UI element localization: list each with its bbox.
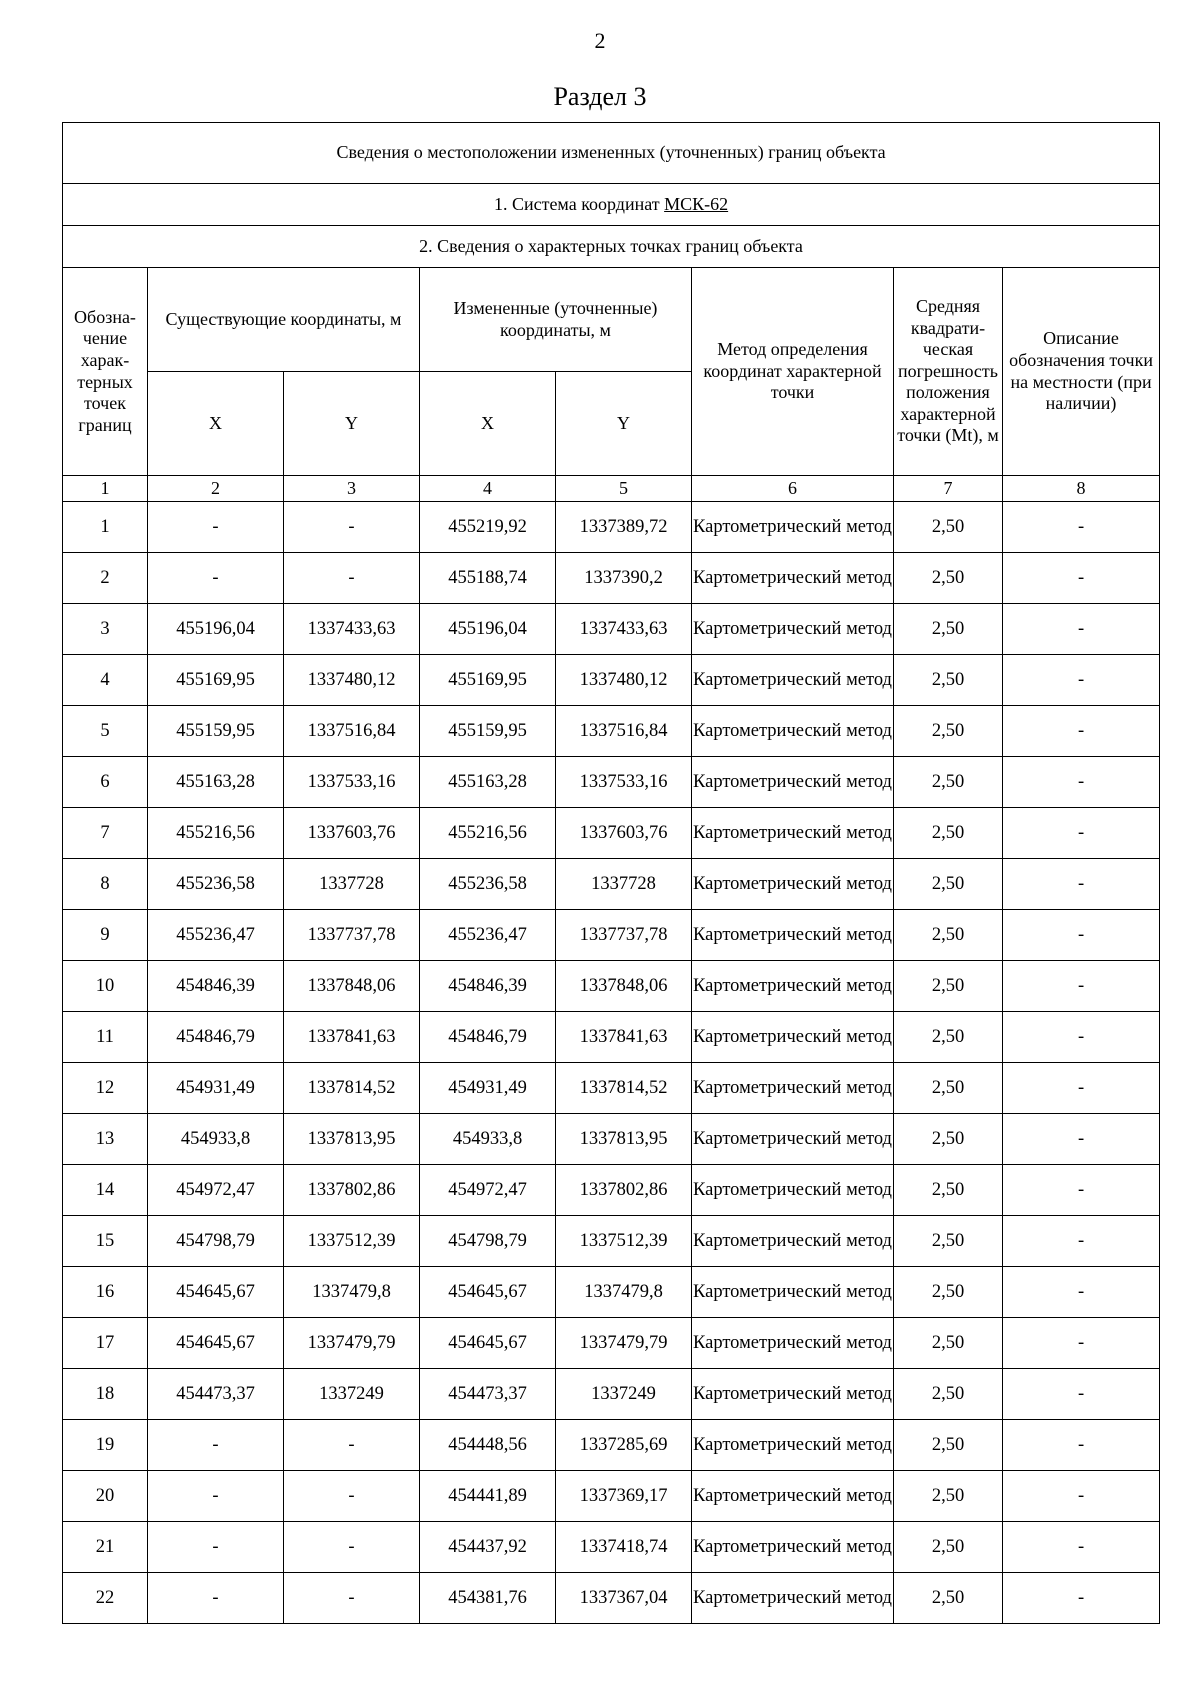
cell-point: 15 — [63, 1216, 148, 1267]
column-number: 5 — [556, 476, 692, 502]
cell-error: 2,50 — [894, 808, 1003, 859]
cell-description: - — [1003, 1522, 1160, 1573]
cell-point: 22 — [63, 1573, 148, 1624]
column-number: 7 — [894, 476, 1003, 502]
cell-method: Картометрический метод — [692, 1114, 894, 1165]
cell-point: 9 — [63, 910, 148, 961]
table-row — [63, 1573, 1160, 1624]
cell-changed-x: 454448,56 — [420, 1420, 556, 1471]
cell-existing-y: 1337480,12 — [284, 655, 420, 706]
cell-method: Картометрический метод — [692, 808, 894, 859]
column-number: 3 — [284, 476, 420, 502]
cell-existing-x: 454933,8 — [148, 1114, 284, 1165]
cell-point: 8 — [63, 859, 148, 910]
cell-existing-x: 455163,28 — [148, 757, 284, 808]
cell-error: 2,50 — [894, 706, 1003, 757]
cell-changed-y: 1337249 — [556, 1369, 692, 1420]
cell-description: - — [1003, 1114, 1160, 1165]
cell-existing-y: 1337533,16 — [284, 757, 420, 808]
table-row — [63, 1522, 1160, 1573]
cell-changed-y: 1337390,2 — [556, 553, 692, 604]
column-number: 1 — [63, 476, 148, 502]
coord-system-value: МСК-62 — [664, 193, 729, 214]
table-row — [63, 1267, 1160, 1318]
cell-changed-y: 1337728 — [556, 859, 692, 910]
cell-error: 2,50 — [894, 553, 1003, 604]
table-row — [63, 1114, 1160, 1165]
cell-error: 2,50 — [894, 1114, 1003, 1165]
cell-changed-x: 455169,95 — [420, 655, 556, 706]
cell-description: - — [1003, 808, 1160, 859]
cell-description: - — [1003, 1216, 1160, 1267]
cell-changed-x: 454846,39 — [420, 961, 556, 1012]
cell-changed-x: 454798,79 — [420, 1216, 556, 1267]
cell-point: 11 — [63, 1012, 148, 1063]
cell-point: 4 — [63, 655, 148, 706]
cell-existing-y: 1337479,79 — [284, 1318, 420, 1369]
cell-method: Картометрический метод — [692, 1471, 894, 1522]
cell-method: Картометрический метод — [692, 1522, 894, 1573]
cell-point: 21 — [63, 1522, 148, 1573]
cell-error: 2,50 — [894, 1369, 1003, 1420]
cell-method: Картометрический метод — [692, 910, 894, 961]
cell-existing-y: 1337728 — [284, 859, 420, 910]
cell-existing-x: 455196,04 — [148, 604, 284, 655]
cell-description: - — [1003, 502, 1160, 553]
cell-changed-x: 454972,47 — [420, 1165, 556, 1216]
cell-changed-x: 454437,92 — [420, 1522, 556, 1573]
table-row — [63, 808, 1160, 859]
cell-existing-y: 1337848,06 — [284, 961, 420, 1012]
cell-method: Картометрический метод — [692, 706, 894, 757]
cell-existing-x: 455169,95 — [148, 655, 284, 706]
table-row — [63, 1216, 1160, 1267]
cell-changed-x: 455216,56 — [420, 808, 556, 859]
cell-error: 2,50 — [894, 1471, 1003, 1522]
cell-existing-y: - — [284, 1420, 420, 1471]
cell-changed-x: 454381,76 — [420, 1573, 556, 1624]
cell-error: 2,50 — [894, 961, 1003, 1012]
cell-existing-x: 454798,79 — [148, 1216, 284, 1267]
header-row-1 — [63, 268, 1160, 372]
cell-description: - — [1003, 1420, 1160, 1471]
cell-point: 10 — [63, 961, 148, 1012]
cell-method: Картометрический метод — [692, 1165, 894, 1216]
table-row — [63, 502, 1160, 553]
cell-existing-y: 1337433,63 — [284, 604, 420, 655]
coord-system-label: 1. Система координат — [493, 193, 660, 214]
table-row — [63, 706, 1160, 757]
cell-existing-y: 1337802,86 — [284, 1165, 420, 1216]
header-error: Средняя квадрати-ческая погрешность положения характерной точки (Mt), м — [894, 268, 1003, 476]
table-row — [63, 1318, 1160, 1369]
cell-error: 2,50 — [894, 1216, 1003, 1267]
table-row — [63, 1420, 1160, 1471]
cell-point: 13 — [63, 1114, 148, 1165]
cell-point: 2 — [63, 553, 148, 604]
cell-changed-x: 454933,8 — [420, 1114, 556, 1165]
cell-existing-x: - — [148, 502, 284, 553]
cell-error: 2,50 — [894, 757, 1003, 808]
cell-existing-y: 1337516,84 — [284, 706, 420, 757]
table-row — [63, 961, 1160, 1012]
cell-changed-x: 454846,79 — [420, 1012, 556, 1063]
cell-description: - — [1003, 757, 1160, 808]
cell-error: 2,50 — [894, 655, 1003, 706]
cell-changed-y: 1337389,72 — [556, 502, 692, 553]
cell-method: Картометрический метод — [692, 553, 894, 604]
cell-existing-y: - — [284, 1522, 420, 1573]
cell-error: 2,50 — [894, 859, 1003, 910]
cell-point: 3 — [63, 604, 148, 655]
cell-changed-y: 1337533,16 — [556, 757, 692, 808]
cell-changed-y: 1337813,95 — [556, 1114, 692, 1165]
header-point-designation: Обозна-чение харак-терных точек границ — [63, 268, 148, 476]
cell-changed-x: 454645,67 — [420, 1267, 556, 1318]
column-number: 8 — [1003, 476, 1160, 502]
cell-existing-y: - — [284, 502, 420, 553]
cell-changed-y: 1337418,74 — [556, 1522, 692, 1573]
cell-point: 19 — [63, 1420, 148, 1471]
cell-error: 2,50 — [894, 1318, 1003, 1369]
cell-changed-x: 455236,47 — [420, 910, 556, 961]
cell-method: Картометрический метод — [692, 1318, 894, 1369]
cell-method: Картометрический метод — [692, 1267, 894, 1318]
table-row — [63, 1471, 1160, 1522]
cell-existing-x: 454931,49 — [148, 1063, 284, 1114]
cell-method: Картометрический метод — [692, 604, 894, 655]
cell-changed-y: 1337369,17 — [556, 1471, 692, 1522]
cell-method: Картометрический метод — [692, 961, 894, 1012]
cell-changed-y: 1337737,78 — [556, 910, 692, 961]
table-row — [63, 910, 1160, 961]
cell-changed-x: 454441,89 — [420, 1471, 556, 1522]
cell-changed-x: 454931,49 — [420, 1063, 556, 1114]
cell-description: - — [1003, 1369, 1160, 1420]
cell-changed-y: 1337479,8 — [556, 1267, 692, 1318]
cell-existing-y: 1337737,78 — [284, 910, 420, 961]
cell-existing-x: 454645,67 — [148, 1267, 284, 1318]
table-row — [63, 757, 1160, 808]
header-existing-x: X — [148, 372, 284, 476]
table-row — [63, 859, 1160, 910]
cell-point: 1 — [63, 502, 148, 553]
cell-changed-x: 455196,04 — [420, 604, 556, 655]
cell-changed-y: 1337841,63 — [556, 1012, 692, 1063]
cell-description: - — [1003, 859, 1160, 910]
cell-existing-x: 455236,47 — [148, 910, 284, 961]
cell-changed-x: 454645,67 — [420, 1318, 556, 1369]
column-number: 4 — [420, 476, 556, 502]
section-title: Раздел 3 — [553, 82, 647, 111]
cell-method: Картометрический метод — [692, 502, 894, 553]
cell-method: Картометрический метод — [692, 1063, 894, 1114]
cell-point: 7 — [63, 808, 148, 859]
cell-point: 6 — [63, 757, 148, 808]
cell-point: 20 — [63, 1471, 148, 1522]
table-body — [63, 123, 1160, 1624]
cell-method: Картометрический метод — [692, 1216, 894, 1267]
table-row — [63, 655, 1160, 706]
cell-description: - — [1003, 961, 1160, 1012]
cell-existing-y: 1337841,63 — [284, 1012, 420, 1063]
cell-description: - — [1003, 910, 1160, 961]
cell-existing-y: 1337814,52 — [284, 1063, 420, 1114]
boundary-points-table — [62, 122, 1160, 1624]
cell-error: 2,50 — [894, 502, 1003, 553]
cell-point: 12 — [63, 1063, 148, 1114]
cell-changed-y: 1337814,52 — [556, 1063, 692, 1114]
cell-changed-x: 455236,58 — [420, 859, 556, 910]
caption-row — [63, 123, 1160, 184]
cell-description: - — [1003, 1063, 1160, 1114]
cell-point: 5 — [63, 706, 148, 757]
cell-description: - — [1003, 604, 1160, 655]
cell-description: - — [1003, 1165, 1160, 1216]
coord-system-cell — [63, 184, 1160, 226]
cell-changed-x: 455163,28 — [420, 757, 556, 808]
column-numbers-row — [63, 476, 1160, 502]
cell-changed-y: 1337512,39 — [556, 1216, 692, 1267]
cell-existing-x: 454846,39 — [148, 961, 284, 1012]
cell-changed-y: 1337480,12 — [556, 655, 692, 706]
cell-error: 2,50 — [894, 1165, 1003, 1216]
cell-changed-y: 1337367,04 — [556, 1573, 692, 1624]
table-row — [63, 1165, 1160, 1216]
cell-method: Картометрический метод — [692, 655, 894, 706]
cell-error: 2,50 — [894, 1063, 1003, 1114]
cell-method: Картометрический метод — [692, 1573, 894, 1624]
cell-method: Картометрический метод — [692, 1420, 894, 1471]
cell-existing-y: 1337813,95 — [284, 1114, 420, 1165]
cell-changed-y: 1337802,86 — [556, 1165, 692, 1216]
table-row — [63, 1369, 1160, 1420]
cell-description: - — [1003, 553, 1160, 604]
cell-existing-x: 455236,58 — [148, 859, 284, 910]
points-info-row — [63, 226, 1160, 268]
header-existing-coords: Существующие координаты, м — [148, 268, 420, 372]
cell-changed-x: 455188,74 — [420, 553, 556, 604]
cell-existing-y: - — [284, 1573, 420, 1624]
cell-existing-x: 454846,79 — [148, 1012, 284, 1063]
cell-description: - — [1003, 1573, 1160, 1624]
cell-changed-y: 1337433,63 — [556, 604, 692, 655]
table-row — [63, 553, 1160, 604]
cell-existing-x: 455159,95 — [148, 706, 284, 757]
cell-existing-x: 454645,67 — [148, 1318, 284, 1369]
cell-error: 2,50 — [894, 1267, 1003, 1318]
table-row — [63, 1012, 1160, 1063]
cell-changed-y: 1337603,76 — [556, 808, 692, 859]
cell-method: Картометрический метод — [692, 1012, 894, 1063]
cell-existing-x: - — [148, 1420, 284, 1471]
cell-description: - — [1003, 706, 1160, 757]
cell-existing-x: - — [148, 1471, 284, 1522]
cell-error: 2,50 — [894, 910, 1003, 961]
cell-existing-x: - — [148, 1522, 284, 1573]
cell-point: 16 — [63, 1267, 148, 1318]
header-existing-y: Y — [284, 372, 420, 476]
cell-point: 17 — [63, 1318, 148, 1369]
cell-description: - — [1003, 1471, 1160, 1522]
cell-existing-y: - — [284, 553, 420, 604]
cell-error: 2,50 — [894, 1522, 1003, 1573]
header-changed-y: Y — [556, 372, 692, 476]
cell-existing-x: 455216,56 — [148, 808, 284, 859]
cell-error: 2,50 — [894, 604, 1003, 655]
cell-point: 18 — [63, 1369, 148, 1420]
cell-description: - — [1003, 1318, 1160, 1369]
cell-error: 2,50 — [894, 1420, 1003, 1471]
cell-point: 14 — [63, 1165, 148, 1216]
cell-description: - — [1003, 1012, 1160, 1063]
cell-description: - — [1003, 655, 1160, 706]
cell-existing-y: 1337479,8 — [284, 1267, 420, 1318]
cell-existing-x: - — [148, 1573, 284, 1624]
cell-existing-y: 1337249 — [284, 1369, 420, 1420]
cell-existing-x: - — [148, 553, 284, 604]
cell-error: 2,50 — [894, 1573, 1003, 1624]
table-row — [63, 1063, 1160, 1114]
cell-changed-x: 455219,92 — [420, 502, 556, 553]
column-number: 6 — [692, 476, 894, 502]
cell-error: 2,50 — [894, 1012, 1003, 1063]
page-number: 2 — [594, 28, 606, 53]
points-info-cell: 2. Сведения о характерных точках границ объекта — [63, 226, 1160, 268]
cell-changed-y: 1337285,69 — [556, 1420, 692, 1471]
cell-changed-y: 1337479,79 — [556, 1318, 692, 1369]
cell-changed-y: 1337516,84 — [556, 706, 692, 757]
cell-method: Картометрический метод — [692, 1369, 894, 1420]
cell-existing-y: 1337512,39 — [284, 1216, 420, 1267]
header-description: Описание обозначения точки на местности (при наличии) — [1003, 268, 1160, 476]
header-changed-coords: Измененные (уточненные) координаты, м — [420, 268, 692, 372]
header-changed-x: X — [420, 372, 556, 476]
table-caption: Сведения о местоположении измененных (уточненных) границ объекта — [63, 123, 1160, 184]
cell-method: Картометрический метод — [692, 757, 894, 808]
cell-existing-y: 1337603,76 — [284, 808, 420, 859]
cell-existing-y: - — [284, 1471, 420, 1522]
cell-changed-x: 454473,37 — [420, 1369, 556, 1420]
coord-system-row — [63, 184, 1160, 226]
cell-description: - — [1003, 1267, 1160, 1318]
cell-changed-y: 1337848,06 — [556, 961, 692, 1012]
column-number: 2 — [148, 476, 284, 502]
header-method: Метод определения координат характерной точки — [692, 268, 894, 476]
cell-method: Картометрический метод — [692, 859, 894, 910]
table-row — [63, 604, 1160, 655]
cell-changed-x: 455159,95 — [420, 706, 556, 757]
cell-existing-x: 454473,37 — [148, 1369, 284, 1420]
cell-existing-x: 454972,47 — [148, 1165, 284, 1216]
